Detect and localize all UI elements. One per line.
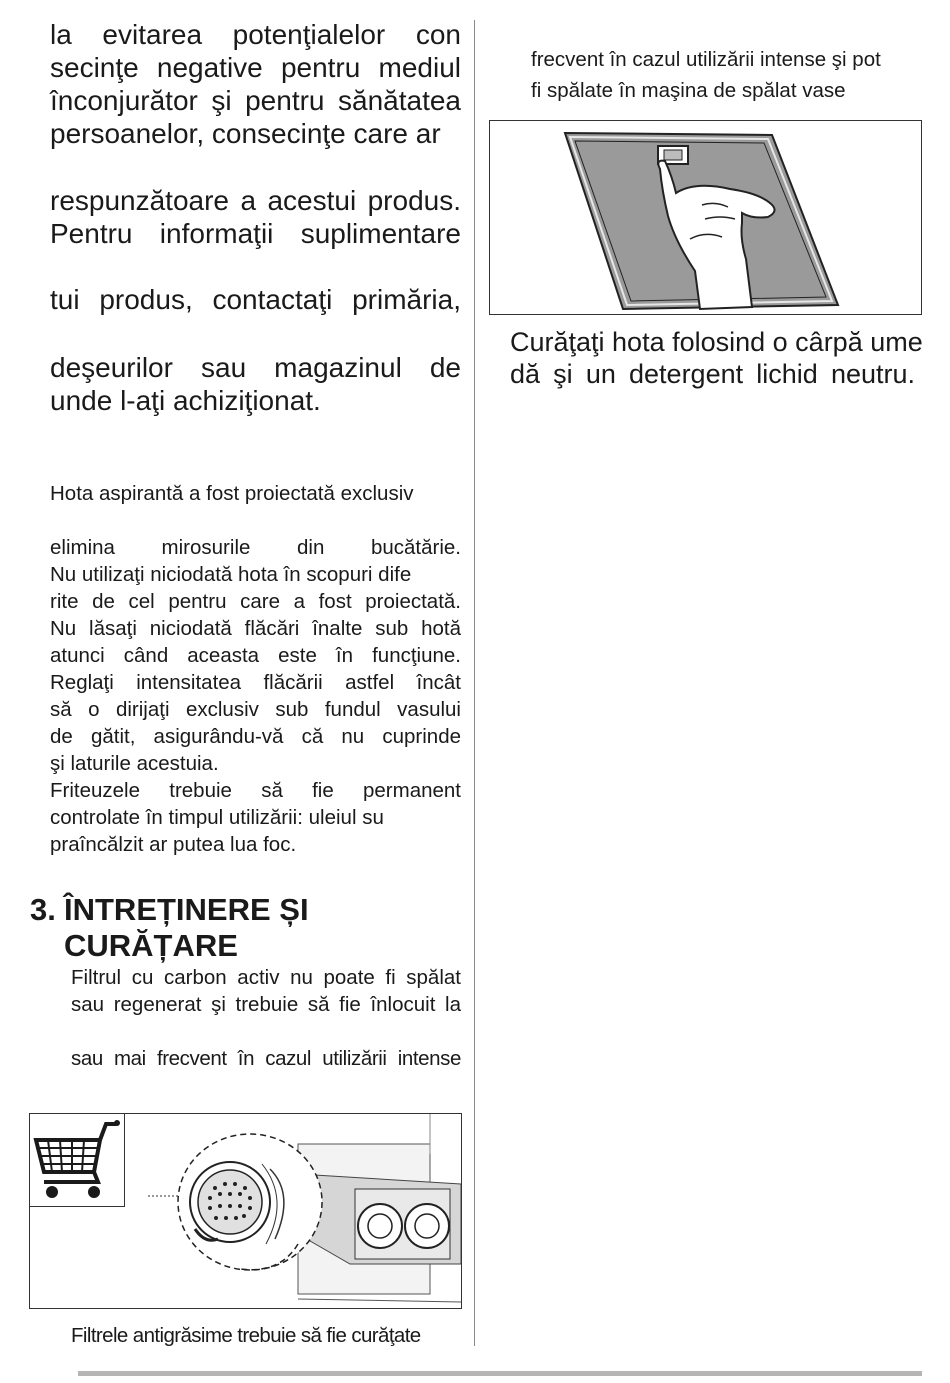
cleaning-caption <box>510 326 923 390</box>
usage-line: Nu utilizaţi niciodată hota în scopuri dife <box>50 563 412 586</box>
usage-line: atunci când aceasta este în funcţiune. <box>50 644 461 667</box>
cleaning-caption-line: dă şi un detergent lichid neutru. <box>510 359 915 389</box>
intro-paragraph: la evitarea potenţialelor con secinţe negative pentru mediul înconjurător şi pentru sănătatea persoanelor, consecinţe care ar <box>50 19 461 149</box>
right-top-line: frecvent în cazul utilizării intense şi pot <box>531 48 881 71</box>
cleaning-caption-line: Curăţaţi hota folosind o cârpă ume <box>510 327 923 357</box>
footer-rule <box>78 1371 922 1376</box>
grease-filter-illustration <box>490 121 921 314</box>
usage-line: controlate în timpul utilizării: uleiul su <box>50 806 384 829</box>
carbon-filter-figure <box>29 1113 462 1309</box>
column-divider <box>474 20 475 1346</box>
antigrease-caption: Filtrele antigrăsime trebuie să fie curăţate <box>71 1324 421 1347</box>
usage-line: Friteuzele trebuie să fie permanent <box>50 779 461 802</box>
usage-line: şi laturile acestuia. <box>50 752 219 775</box>
usage-line: elimina mirosurile din bucătărie. <box>50 536 461 559</box>
usage-line: rite de cel pentru care a fost proiectată. <box>50 590 461 613</box>
usage-instructions <box>50 534 461 858</box>
right-top-line: fi spălate în maşina de spălat vase <box>531 79 846 102</box>
usage-line: praîncălzit ar putea lua foc. <box>50 833 297 856</box>
usage-line: Nu lăsaţi niciodată flăcări înalte sub hotă <box>50 617 461 640</box>
grease-filter-figure <box>489 120 922 315</box>
section-number: 3. <box>30 892 56 927</box>
section-heading <box>30 892 309 964</box>
paragraph-c: tui produs, contactaţi primăria, <box>50 284 461 315</box>
carbon-tail-line: sau mai frecvent în cazul utilizării intense <box>71 1047 461 1070</box>
usage-intro-line: Hota aspirantă a fost proiectată exclusiv <box>50 482 414 505</box>
usage-line: de gătit, asigurându-vă că nu cuprinde <box>50 725 461 748</box>
right-top-text <box>531 44 923 106</box>
usage-line: Reglaţi intensitatea flăcării astfel încât <box>50 671 461 694</box>
carbon-line: Filtrul cu carbon activ nu poate fi spălat <box>71 966 461 989</box>
section-title-line1: ÎNTREȚINERE ȘI <box>64 892 309 927</box>
section-title-line2: CURĂȚARE <box>64 928 238 963</box>
carbon-filter-tail <box>71 1045 461 1072</box>
carbon-filter-illustration <box>30 1114 461 1308</box>
paragraph-b: respunzătoare a acestui produs. Pentru informaţii suplimentare <box>50 185 461 249</box>
usage-line: să o dirijaţi exclusiv sub fundul vasului <box>50 698 461 721</box>
paragraph-d: deşeurilor sau magazinul de unde l-aţi achiziţionat. <box>50 352 461 416</box>
carbon-line: sau regenerat şi trebuie să fie înlocuit la <box>71 993 461 1016</box>
carbon-filter-text <box>71 964 461 1018</box>
